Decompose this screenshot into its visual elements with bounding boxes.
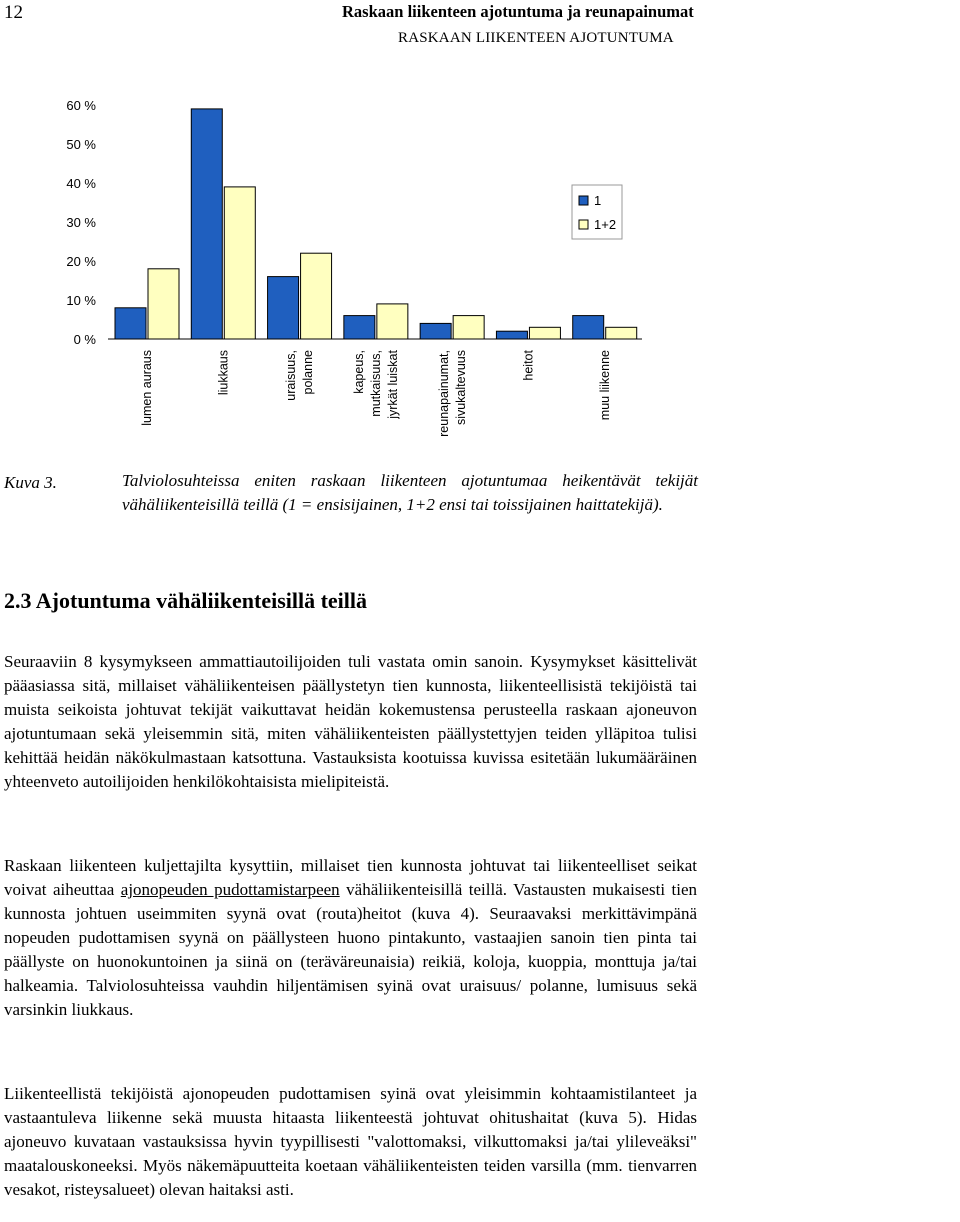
category-label-line: heitot xyxy=(521,350,536,381)
category-label xyxy=(352,349,400,419)
y-tick-label: 60 % xyxy=(66,98,96,113)
y-tick-label: 20 % xyxy=(66,254,96,269)
category-label-line: lumen auraus xyxy=(140,350,155,426)
bar-series-1 xyxy=(420,323,451,339)
figure-label: Kuva 3. xyxy=(4,473,57,492)
category-label-line: jyrkät luiskat xyxy=(386,350,400,419)
category-label-line: sivukaltevuus xyxy=(453,350,468,426)
category-label xyxy=(437,350,468,437)
bar-series-1 xyxy=(344,316,375,339)
y-tick-label: 50 % xyxy=(66,137,96,152)
category-label xyxy=(598,350,612,420)
legend-swatch xyxy=(579,220,588,229)
bar-series-1 xyxy=(191,109,222,339)
bar-series-1-2 xyxy=(529,327,560,339)
category-label-line: muu liikenne xyxy=(597,350,612,421)
figure-caption: Talviolosuhteissa eniten raskaan liikenteen ajotuntumaa heikentävät tekijät vähäliikenteisillä teillä (1 = ensisijainen, 1+2 ensi tai toissijainen haittatekijä). xyxy=(122,471,698,514)
category-label-line: kapeus, xyxy=(352,350,366,394)
category-label-line: polanne xyxy=(301,350,316,395)
paragraph-2-end: vähäliikenteisillä teillä. Vastausten mukaisesti tien kunnosta johtuen useimmiten syynä ovat (routa)heitot (kuva 4). Seuraavaksi merkittävimpänä nopeuden pudottamisen syynä on päällysteen huono pintakunto, vastaajien sanoin tien pinta tai päällyste on huonokuntoinen ja siinä on (teräväreunaisia) reikiä, koloja, kuoppia, monttuja ja/tai halkeamia. Talviolosuhteissa vauhdin hiljentämisen syinä ovat uraisuus/ polanne, lumisuus sekä varsinkin liukkaus. xyxy=(4,880,697,1019)
section-heading: 2.3 Ajotuntuma vähäliikenteisillä teillä xyxy=(4,588,368,613)
y-tick-label: 0 % xyxy=(73,332,96,347)
page-number: 12 xyxy=(4,2,23,23)
paragraph-3: Liikenteellistä tekijöistä ajonopeuden pudottamisen syinä ovat yleisimmin kohtaamistilanteet ja vastaantuleva liikenne sekä muusta hitaasta liikenteestä johtuvat ohitushaitat (kuva 5). Hidas ajoneuvo kuvataan vastauksissa hyvin tyypillisesti "valottomaksi, vilkuttomaksi ja/tai ylileveäksi" maatalouskoneeksi. Myös näkemäpuutteita koetaan vähäliikenteisten teiden varsilla (mm. tienvarren vesakot, risteysalueet) olevan haitaksi asti. xyxy=(4,1084,697,1199)
bar-series-1-2 xyxy=(301,253,332,339)
bar-chart xyxy=(0,90,960,460)
paragraph-2 xyxy=(4,854,697,1022)
y-tick-label: 40 % xyxy=(66,176,96,191)
y-tick-label: 10 % xyxy=(66,293,96,308)
bar-series-1 xyxy=(268,277,299,339)
bar-series-1 xyxy=(496,331,527,339)
bar-series-1-2 xyxy=(224,187,255,339)
category-label xyxy=(140,350,154,426)
bar-series-1-2 xyxy=(148,269,179,339)
category-label-line: reunapainumat, xyxy=(436,350,451,437)
legend-label: 1+2 xyxy=(594,217,617,232)
legend-swatch xyxy=(579,196,588,205)
chapter-title: RASKAAN LIIKENTEEN AJOTUNTUMA xyxy=(398,30,674,46)
category-label xyxy=(522,349,536,380)
legend-label: 1 xyxy=(594,193,602,208)
bar-series-1-2 xyxy=(453,316,484,339)
category-label-line: mutkaisuus, xyxy=(369,350,383,417)
category-label-line: liukkaus xyxy=(216,350,231,396)
running-title: Raskaan liikenteen ajotuntuma ja reunapainumat xyxy=(342,2,694,21)
underlined-phrase: ajonopeuden pudottamistarpeen xyxy=(120,880,340,899)
bar-series-1-2 xyxy=(377,304,408,339)
y-tick-label: 30 % xyxy=(66,215,96,230)
paragraph-1: Seuraaviin 8 kysymykseen ammattiautoilijoiden tuli vastata omin sanoin. Kysymykset käsittelivät pääasiassa sitä, millaiset vähäliikenteisen päällystetyn tien kunnosta, liikenteellisistä tekijöistä tai muista seikoista johtuvat tekijät vaikuttavat heidän kokemustensa perusteella raskaan ajoneuvon ajotuntumaan sekä yleisemmin sitä, miten vähäliikenteisten päällystettyjen teiden ylläpitoa tulisi kehittää heidän näkökulmastaan katsottuna. Vastauksista kootuissa kuvissa esitetään lukumääräinen yhteenveto autoilijoiden henkilökohtaisista mielipiteistä. xyxy=(4,652,697,791)
bar-series-1 xyxy=(573,316,604,339)
bar-series-1-2 xyxy=(606,327,637,339)
category-label xyxy=(216,350,230,395)
paragraph-2-start: Raskaan liikenteen kuljettajilta kysyttiin, millaiset tien kunnosta johtuvat tai liikenteelliset seikat voivat aiheuttaa xyxy=(4,856,697,899)
category-label xyxy=(284,350,315,401)
category-label-line: uraisuus, xyxy=(284,350,299,401)
bar-series-1 xyxy=(115,308,146,339)
